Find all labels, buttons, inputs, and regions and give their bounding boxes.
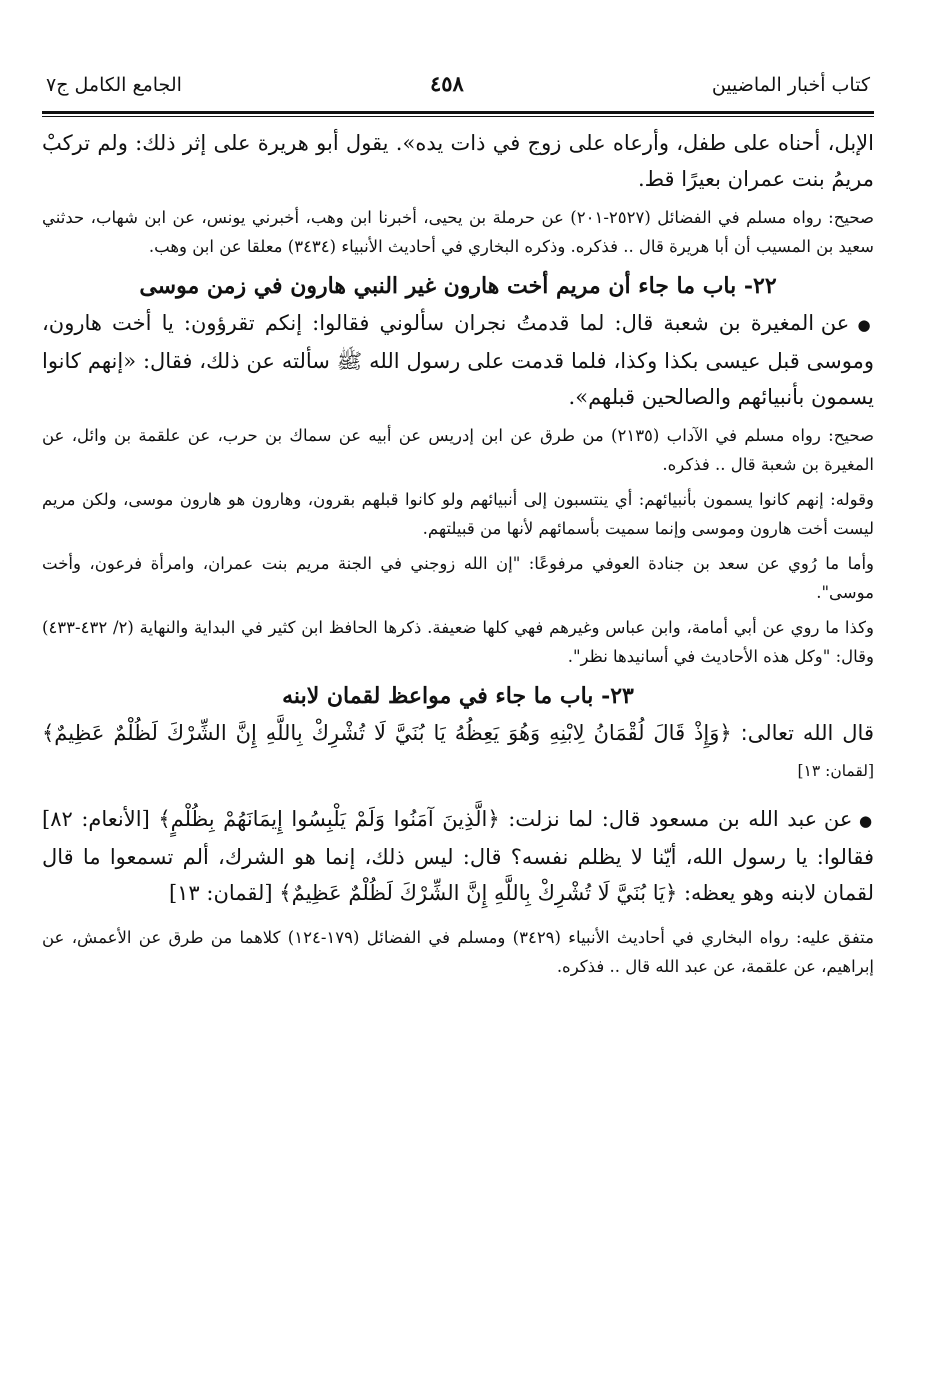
commentary-note: وأما ما رُوي عن سعد بن جنادة العوفي مرفوعًا: "إن الله زوجني في الجنة مريم بنت عمران، وامرأة فرعون، وأخت موسى". bbox=[42, 554, 874, 602]
quran-verse: قال الله تعالى: ﴿وَإِذْ قَالَ لُقْمَانُ لِابْنِهِ وَهُوَ يَعِظُهُ يَا بُنَيَّ لَا تُشْرِكْ بِاللَّهِ إِنَّ الشِّرْكَ لَظُلْمٌ عَظِيمٌ﴾ bbox=[42, 721, 874, 745]
running-header bbox=[42, 70, 874, 99]
commentary-note: وقوله: إنهم كانوا يسمون بأنبيائهم: أي ينتسبون إلى أنبيائهم ولو كانوا قبلهم بقرون، وهارون هو هارون موسى، ولكن مريم ليست أخت هارون وموسى وإنما سميت بأسمائهم لأنها من قبيلتهم. bbox=[42, 490, 874, 538]
chapter-heading-22: ٢٢- باب ما جاء أن مريم أخت هارون غير النبي هارون في زمن موسى bbox=[139, 273, 777, 299]
takhrij-note: متفق عليه: رواه البخاري في أحاديث الأنبياء (٣٤٢٩) ومسلم في الفضائل (١٧٩-١٢٤) كلاهما من طرق عن الأعمش، عن إبراهيم، عن علقمة، عن عبد الله قال .. فذكره. bbox=[42, 928, 874, 976]
takhrij-note: صحيح: رواه مسلم في الآداب (٢١٣٥) من طرق عن ابن إدريس عن أبيه عن سماك بن حرب، عن علقمة بن وائل، عن المغيرة بن شعبة قال .. فذكره. bbox=[42, 426, 874, 474]
verse-reference: [لقمان: ١٣] bbox=[797, 762, 874, 780]
paragraph-hadith-continuation: الإبل، أحناه على طفل، وأرعاه على زوج في ذات يده». يقول أبو هريرة على إثر ذلك: ولم تركبْ مريمُ بنت عمران بعيرًا قط. bbox=[42, 131, 874, 191]
quran-verse-paragraph bbox=[42, 715, 874, 789]
commentary-note: وكذا ما روي عن أبي أمامة، وابن عباس وغيرهم فهي كلها ضعيفة. ذكرها الحافظ ابن كثير في البداية والنهاية (٢/ ٤٣٢-٤٣٣) وقال: "وكل هذه الأحاديث في أسانيدها نظر". bbox=[42, 618, 874, 666]
header-rule bbox=[42, 111, 874, 117]
paragraph-hadith-ibn-masud: ● عن عبد الله بن مسعود قال: لما نزلت: ﴿الَّذِينَ آمَنُوا وَلَمْ يَلْبِسُوا إِيمَانَهُمْ بِظُلْمٍ﴾ [الأنعام: ٨٢] فقالوا: يا رسول الله، أيّنا لا يظلم نفسه؟ قال: ليس ذلك، إنما هو الشرك، ألم تسمعوا ما قال لقمان لابنه وهو يعظه: ﴿يَا بُنَيَّ لَا تُشْرِكْ بِاللَّهِ إِنَّ الشِّرْكَ لَظُلْمٌ عَظِيمٌ﴾ [لقمان: ١٣] bbox=[42, 801, 874, 911]
paragraph-hadith-mughira: ● عن المغيرة بن شعبة قال: لما قدمتُ نجران سألوني فقالوا: إنكم تقرؤون: يا أخت هارون، وموسى قبل عيسى بكذا وكذا، فلما قدمت على رسول الله ﷺ سألته عن ذلك، فقال: «إنهم كانوا يسمون بأنبيائهم والصالحين قبلهم». bbox=[42, 305, 874, 415]
volume-label: الجامع الكامل ج٧ bbox=[46, 74, 182, 96]
takhrij-note: صحيح: رواه مسلم في الفضائل (٢٥٢٧-٢٠١) عن حرملة بن يحيى، أخبرنا ابن وهب، أخبرني يونس، عن ابن شهاب، حدثني سعيد بن المسيب أن أبا هريرة قال .. فذكره. وذكره البخاري في أحاديث الأنبياء (٣٤٣٤) معلقا عن ابن وهب. bbox=[42, 208, 875, 256]
book-title: كتاب أخبار الماضيين bbox=[711, 74, 870, 96]
chapter-heading-23: ٢٣- باب ما جاء في مواعظ لقمان لابنه bbox=[282, 683, 634, 709]
page bbox=[42, 70, 874, 981]
page-number: ٤٥٨ bbox=[429, 71, 464, 96]
